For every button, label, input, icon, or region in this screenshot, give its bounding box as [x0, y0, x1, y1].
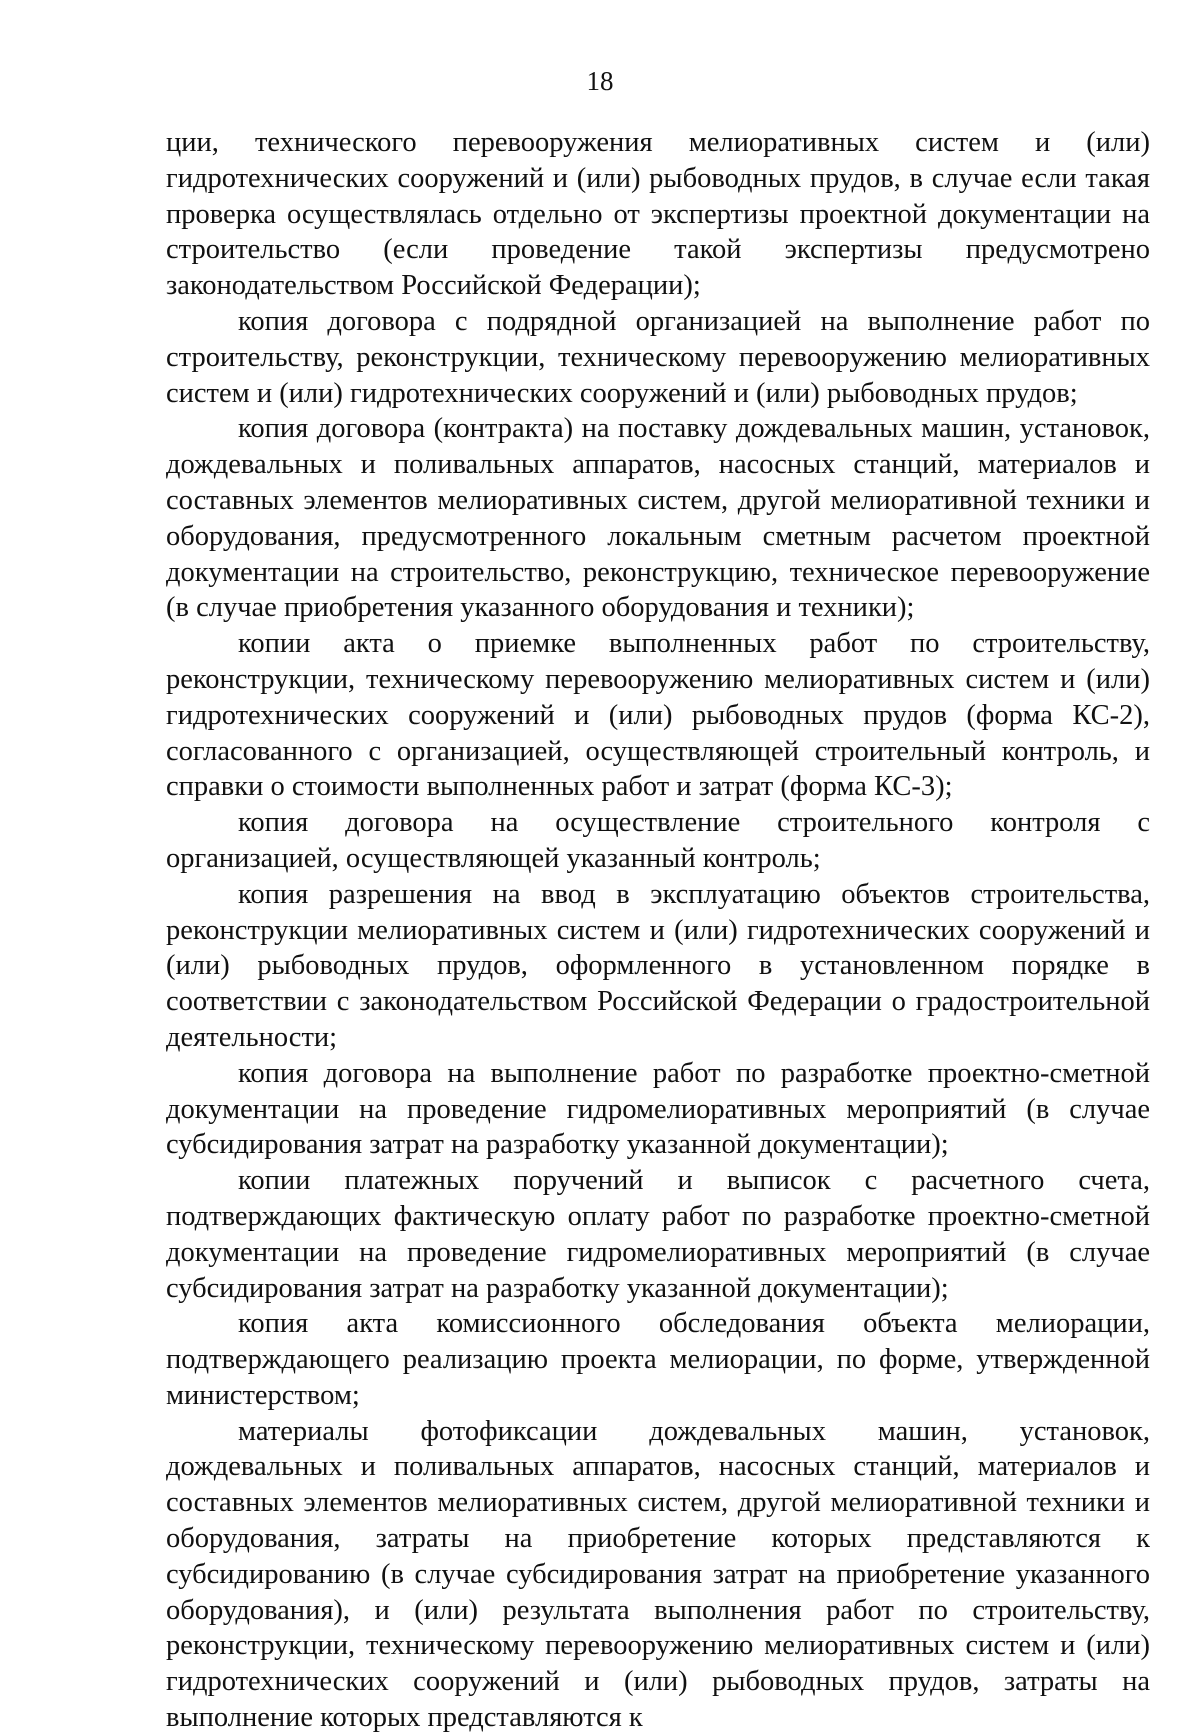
paragraph-commissioning-permit: копия разрешения на ввод в эксплуатацию объектов строительства, реконструкции мелиоративных систем и (или) гидротехнических сооружений и (или) рыбоводных прудов, оформленного в установленном порядке в соответствии с законодательством Российской Федерации о градостроительной деятельности;: [166, 878, 1150, 1053]
paragraph-inspection-act: копия акта комиссионного обследования объекта мелиорации, подтверждающего реализацию проекта мелиорации, по форме, утвержденной министерством;: [166, 1308, 1150, 1411]
page-number: 18: [586, 66, 614, 96]
document-body: [166, 125, 1150, 1736]
paragraph-continuation: ции, технического перевооружения мелиоративных систем и (или) гидротехнических сооружений и (или) рыбоводных прудов, в случае если такая проверка осуществлялась отдельно от экспертизы проектной документации на строительство (если проведение такой экспертизы предусмотрено законодательством Российской Федерации);: [166, 127, 1150, 302]
paragraph-photo-materials: материалы фотофиксации дождевальных машин, установок, дождевальных и поливальных аппаратов, насосных станций, материалов и составных элементов мелиоративных систем, другой мелиоративной техники и оборудования, затраты на приобретение которых представляются к субсидированию (в случае субсидирования затрат на приобретение указанного оборудования), и (или) результата выполнения работ по строительству, реконструкции, техническому перевооружению мелиоративных систем и (или) гидротехнических сооружений и (или) рыбоводных прудов, затраты на выполнение которых представляются к: [166, 1415, 1150, 1734]
paragraph-acceptance-act: копии акта о приемке выполненных работ по строительству, реконструкции, техническому перевооружению мелиоративных систем и (или) гидротехнических сооружений и (или) рыбоводных прудов (форма КС-2), согласованного с организацией, осуществляющей строительный контроль, и справки о стоимости выполненных работ и затрат (форма КС-3);: [166, 628, 1150, 803]
paragraph-design-contract: копия договора на выполнение работ по разработке проектно-сметной документации на проведение гидромелиоративных мероприятий (в случае субсидирования затрат на разработку указанной документации);: [166, 1057, 1150, 1161]
paragraph-payment-orders: копии платежных поручений и выписок с расчетного счета, подтверждающих фактическую оплату работ по разработке проектно-сметной документации на проведение гидромелиоративных мероприятий (в случае субсидирования затрат на разработку указанной документации);: [166, 1165, 1150, 1304]
paragraph-construction-control: копия договора на осуществление строительного контроля с организацией, осуществляющей указанный контроль;: [166, 807, 1150, 874]
paragraph-supply-contract: копия договора (контракта) на поставку дождевальных машин, установок, дождевальных и поливальных аппаратов, насосных станций, материалов и составных элементов мелиоративных систем, другой мелиоративной техники и оборудования, предусмотренного локальным сметным расчетом проектной документации на строительство, реконструкцию, техническое перевооружение (в случае приобретения указанного оборудования и техники);: [166, 413, 1150, 624]
paragraph-contractor-agreement: копия договора с подрядной организацией на выполнение работ по строительству, реконструкции, техническому перевооружению мелиоративных систем и (или) гидротехнических сооружений и (или) рыбоводных прудов;: [166, 305, 1150, 409]
